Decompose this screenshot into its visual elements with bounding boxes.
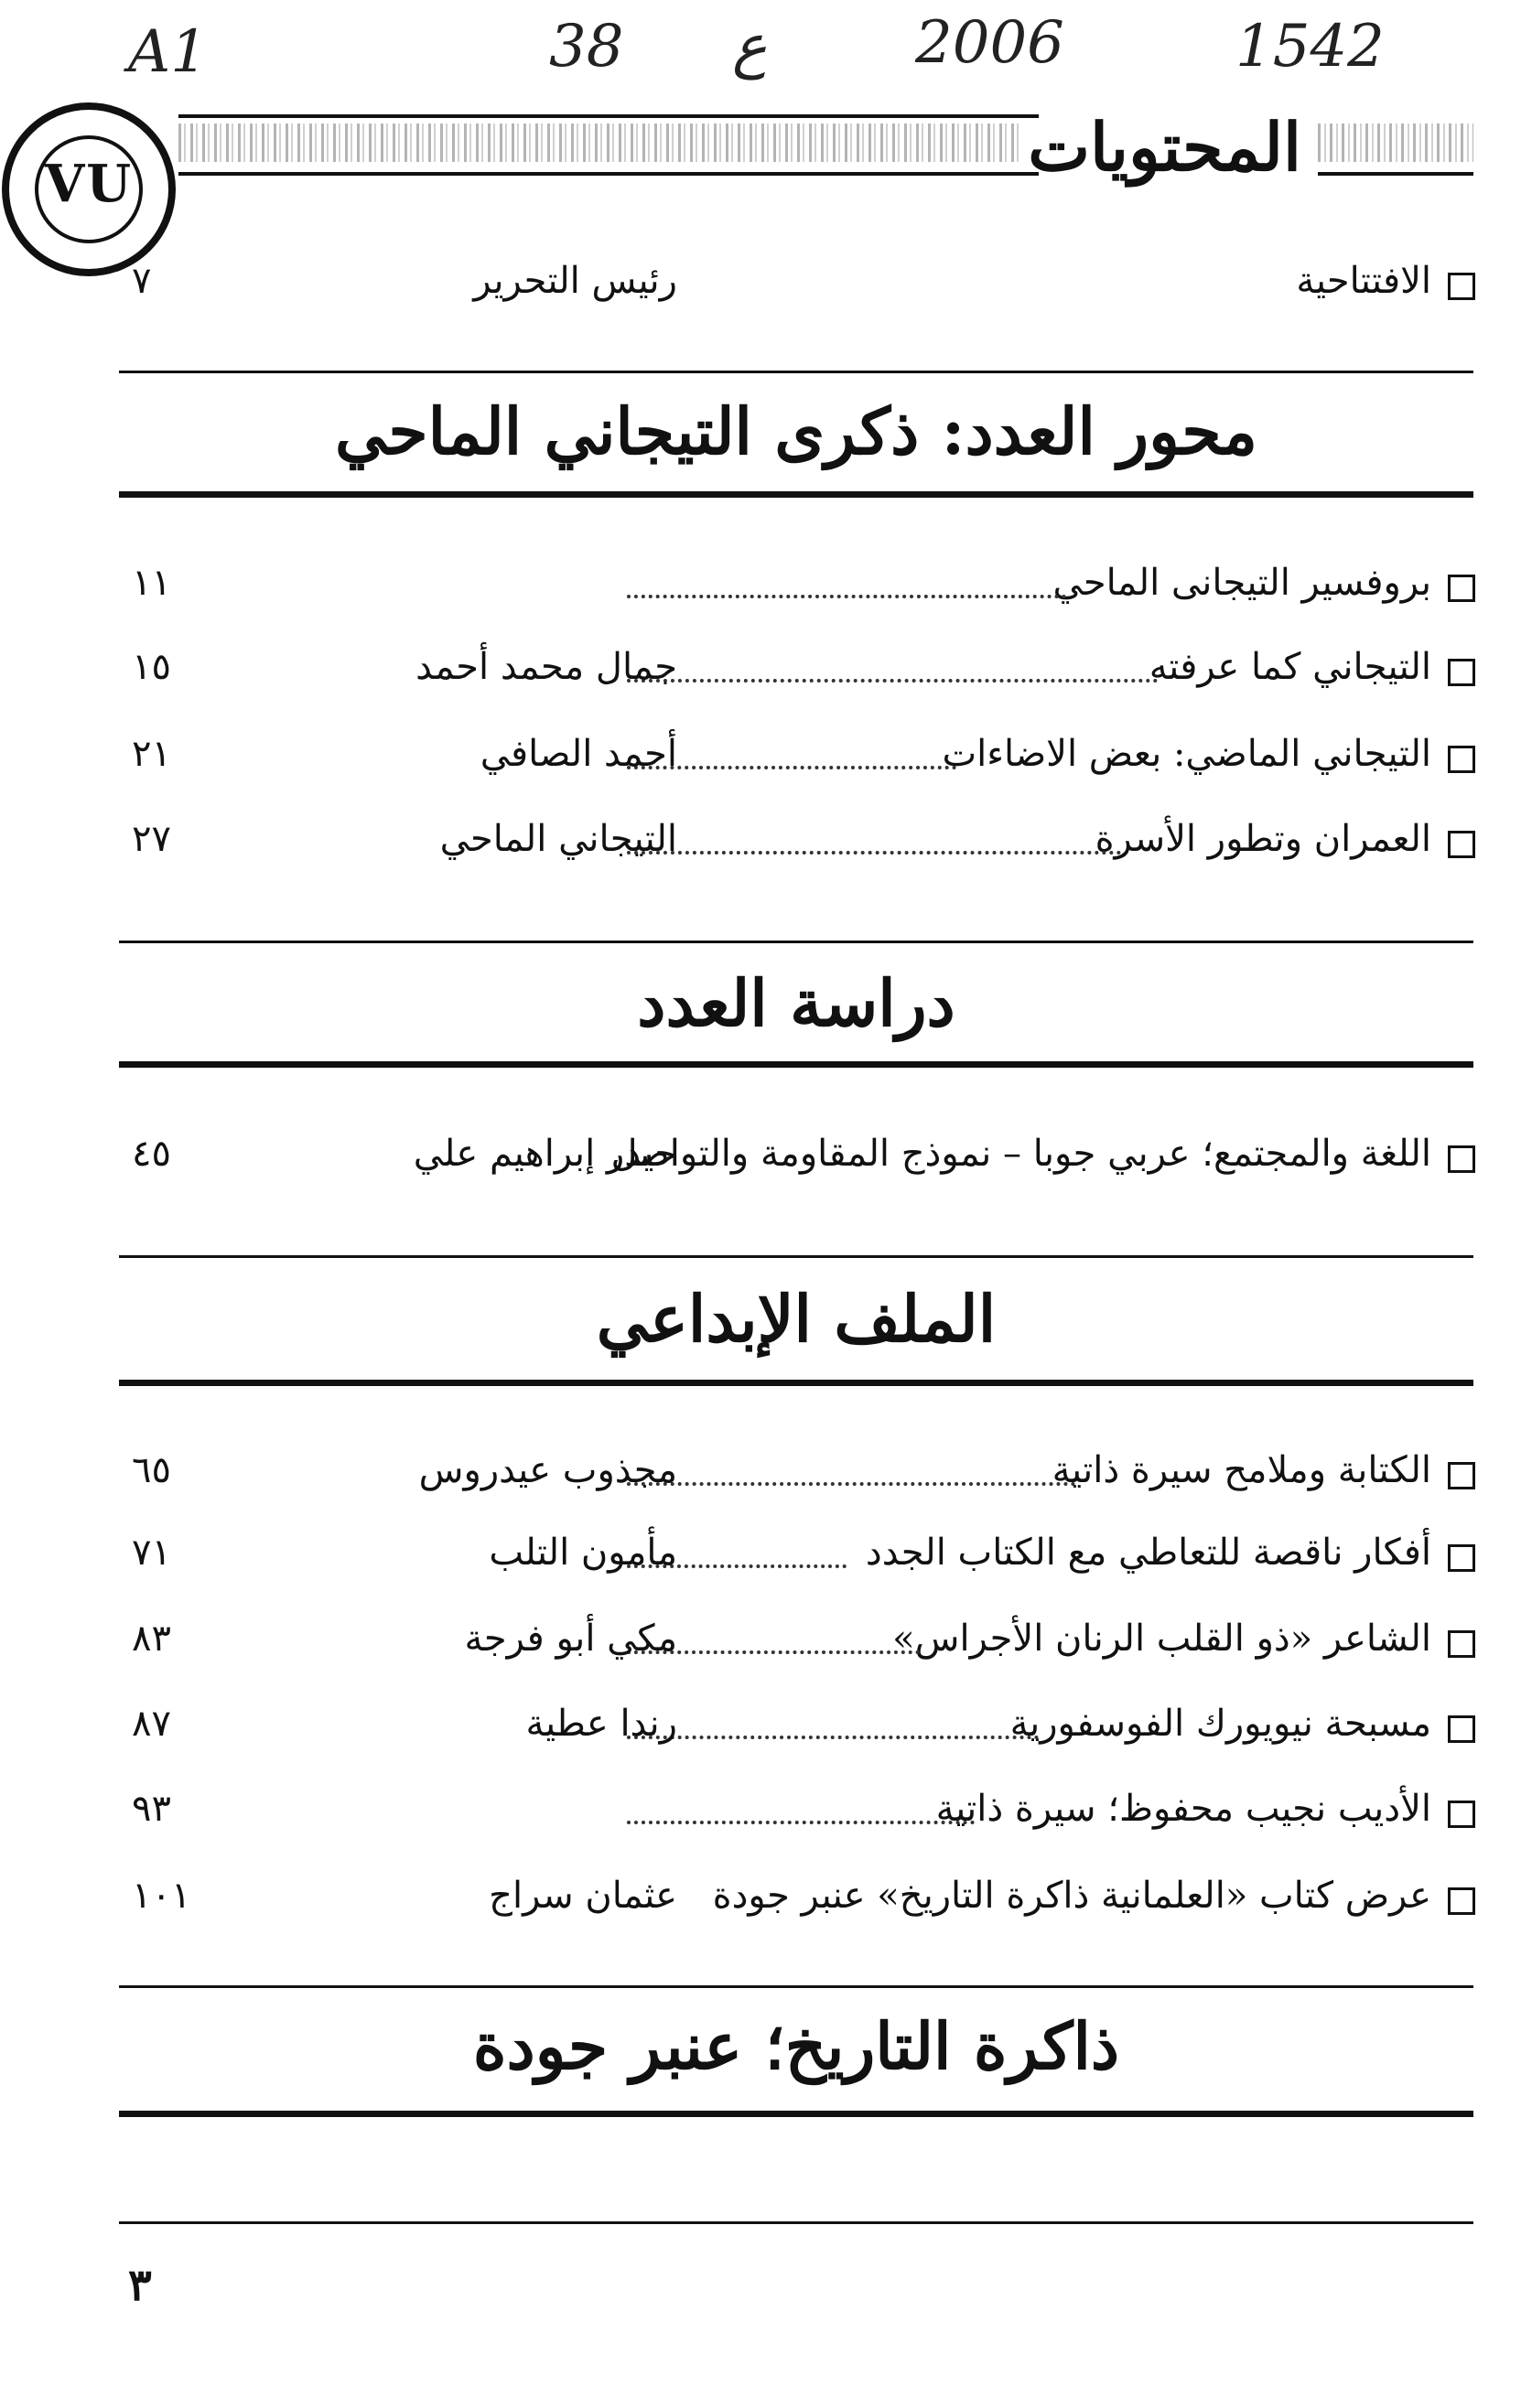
entry-author: أحمد الصافي	[480, 733, 677, 775]
toc-entry	[110, 1782, 1483, 1846]
entry-page: ١١	[132, 562, 171, 604]
entry-author: مأمون التلب	[489, 1532, 677, 1574]
section-rule	[119, 941, 1473, 943]
entry-author: مكي أبو فرجة	[464, 1618, 677, 1660]
entry-page: ٨٧	[132, 1703, 171, 1745]
toc-entry	[110, 1127, 1483, 1191]
dot-leader	[627, 1478, 1075, 1486]
entry-title: الأديب نجيب محفوظ؛ سيرة ذاتية	[935, 1788, 1431, 1830]
entry-author: حيدر إبراهيم علي	[413, 1133, 677, 1175]
toc-entry	[110, 556, 1483, 620]
checkbox-icon	[1448, 1544, 1475, 1572]
entry-page: ٧١	[132, 1532, 171, 1574]
dot-leader	[627, 1817, 975, 1824]
checkbox-icon	[1448, 1801, 1475, 1828]
checkbox-icon	[1448, 575, 1475, 602]
handwritten-reference: 1542	[1235, 13, 1385, 81]
section-rule	[119, 1255, 1473, 1258]
toc-entry-editorial	[110, 254, 1483, 318]
section-rule-thick	[119, 1061, 1473, 1068]
section-title-history: ذاكرة التاريخ؛ عنبر جودة	[472, 2008, 1120, 2084]
dot-leader	[627, 675, 1158, 683]
checkbox-icon	[1448, 1145, 1475, 1173]
checkbox-icon	[1448, 1715, 1475, 1743]
entry-author: جمال محمد أحمد	[415, 646, 677, 688]
toc-entry	[110, 812, 1483, 876]
entry-page: ٢١	[132, 733, 171, 775]
entry-page: ١٥	[132, 646, 171, 688]
entry-title: الكتابة وملامح سيرة ذاتية	[1052, 1449, 1431, 1491]
entry-author: التيجاني الماحي	[439, 818, 677, 860]
stamp-text: VU	[44, 154, 134, 214]
section-rule	[119, 1985, 1473, 1988]
entry-author: مجذوب عيدروس	[418, 1449, 677, 1491]
section-rule	[119, 371, 1473, 373]
header-rule-bottom-right	[1318, 172, 1473, 176]
handwritten-year: 2006	[915, 9, 1064, 77]
entry-page: ٩٣	[132, 1788, 171, 1830]
dot-leader	[627, 847, 1121, 855]
entry-title: التيجاني كما عرفته	[1149, 646, 1431, 688]
entry-author: رندا عطية	[525, 1703, 677, 1745]
header-rule-bottom	[178, 172, 1039, 176]
entry-page: ٧	[132, 260, 152, 302]
header-scan-band-right	[1318, 124, 1473, 162]
header-scan-band	[178, 124, 1020, 162]
entry-page: ٨٣	[132, 1618, 171, 1660]
handwritten-code: A1	[128, 18, 208, 86]
section-title-creative: الملف الإبداعي	[596, 1281, 997, 1357]
entry-title: اللغة والمجتمع؛ عربي جوبا – نموذج المقاومة والتواصل	[610, 1133, 1431, 1175]
entry-page: ٤٥	[132, 1133, 171, 1175]
entry-title: العمران وتطور الأسرة	[1095, 818, 1431, 860]
entry-title: الشاعر «ذو القلب الرنان الأجراس»	[892, 1618, 1431, 1660]
entry-title: عرض كتاب «العلمانية ذاكرة التاريخ» عنبر جودة	[712, 1875, 1431, 1917]
checkbox-icon	[1448, 273, 1475, 300]
handwritten-issue-number: 38	[549, 13, 624, 81]
page-number: ٣	[128, 2260, 152, 2311]
section-rule-thick	[119, 2111, 1473, 2117]
footer-rule	[119, 2221, 1473, 2224]
toc-entry	[110, 1697, 1483, 1761]
page-title: المحتويات	[1028, 108, 1301, 186]
dot-leader	[627, 1732, 1039, 1739]
entry-author: عثمان سراج	[489, 1875, 677, 1917]
section-title-featured: محور العدد: ذكرى التيجاني الماحي	[335, 393, 1257, 469]
toc-entry	[110, 1612, 1483, 1676]
entry-page: ٦٥	[132, 1449, 171, 1491]
handwritten-letter: ع	[732, 13, 768, 81]
checkbox-icon	[1448, 659, 1475, 686]
checkbox-icon	[1448, 1462, 1475, 1489]
checkbox-icon	[1448, 1887, 1475, 1915]
library-stamp	[2, 102, 176, 276]
dot-leader	[627, 591, 1066, 598]
toc-entry	[110, 727, 1483, 791]
entry-title: الافتتاحية	[1296, 260, 1431, 302]
header-rule-top	[178, 114, 1039, 118]
checkbox-icon	[1448, 746, 1475, 773]
section-title-study: دراسة العدد	[637, 965, 955, 1041]
entry-title: بروفسير التيجانى الماحي	[1052, 562, 1431, 604]
entry-page: ٢٧	[132, 818, 171, 860]
section-rule-thick	[119, 1380, 1473, 1386]
toc-entry	[110, 1526, 1483, 1590]
entry-page: ١٠١	[132, 1875, 191, 1917]
entry-title: التيجاني الماضي: بعض الاضاءات	[942, 733, 1431, 775]
toc-entry	[110, 1869, 1483, 1933]
section-rule-thick	[119, 491, 1473, 498]
checkbox-icon	[1448, 1630, 1475, 1658]
checkbox-icon	[1448, 831, 1475, 858]
entry-author: رئيس التحرير	[473, 260, 677, 302]
toc-entry	[110, 1444, 1483, 1508]
entry-title: مسبحة نيويورك الفوسفورية	[1009, 1703, 1431, 1745]
toc-entry	[110, 640, 1483, 704]
entry-title: أفكار ناقصة للتعاطي مع الكتاب الجدد	[865, 1532, 1431, 1574]
